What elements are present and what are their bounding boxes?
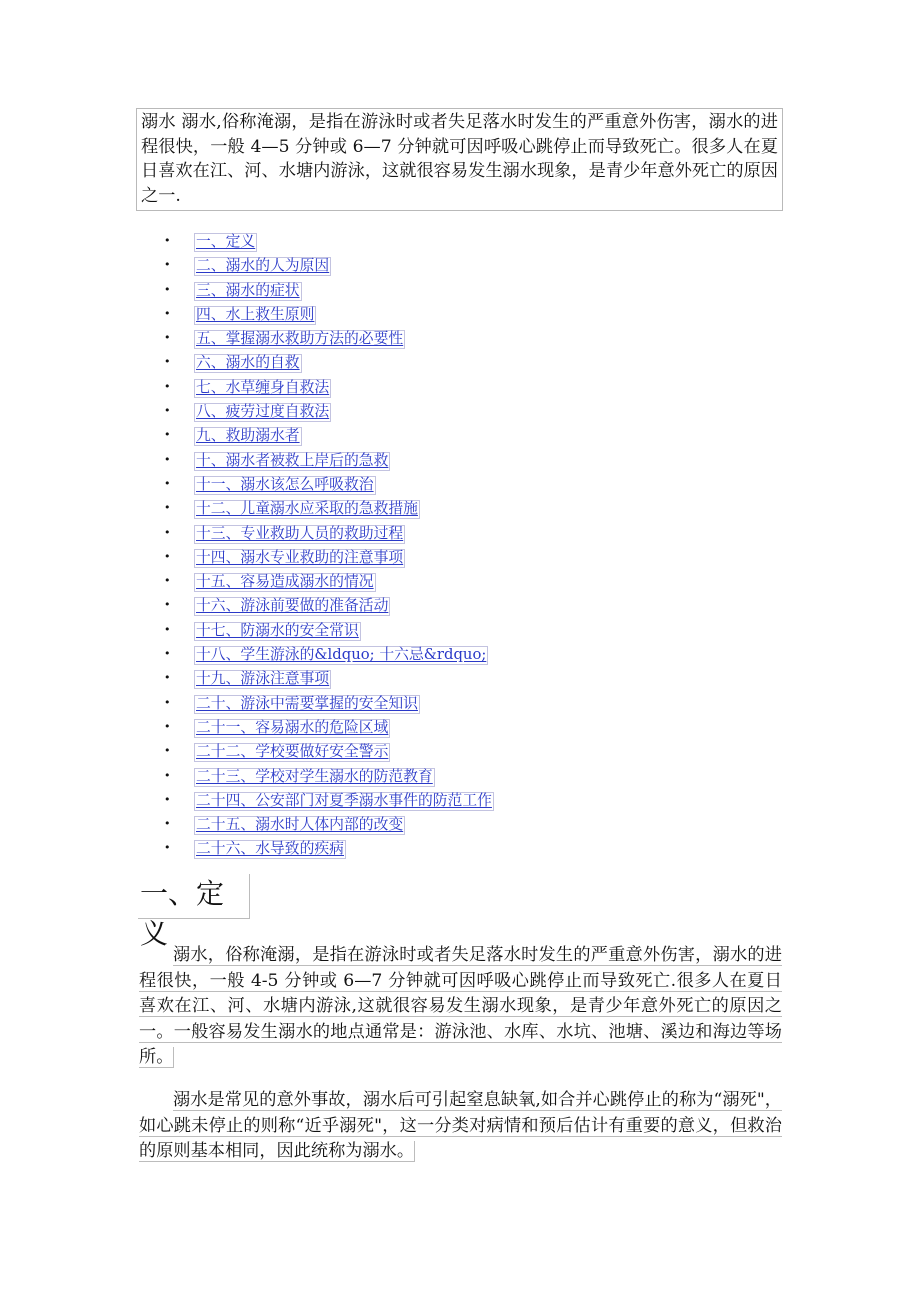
toc-link[interactable]: 二十四、公安部门对夏季溺水事件的防范工作 [196,791,492,809]
section-title: 一、定义 [138,874,250,919]
bullet-icon: • [164,695,171,709]
toc-link[interactable]: 二、溺水的人为原因 [196,257,330,275]
toc-link[interactable]: 十二、儿童溺水应采取的急救措施 [196,500,418,518]
bullet-icon: • [164,234,171,247]
toc-link[interactable]: 二十、游泳中需要掌握的安全知识 [196,694,418,712]
toc-link[interactable]: 二十六、水导致的疾病 [196,840,344,858]
bullet-icon: • [164,598,171,612]
toc-link[interactable]: 七、水草缠身自救法 [196,378,330,396]
bullet-icon: • [164,671,171,685]
toc-link[interactable]: 二十一、容易溺水的危险区域 [196,718,389,736]
toc-link[interactable]: 八、疲劳过度自救法 [196,403,330,421]
bullet-icon: • [164,817,171,831]
bullet-icon: • [164,258,171,272]
summary-box [136,108,783,211]
toc-link[interactable]: 一、定义 [196,233,256,250]
toc-link[interactable]: 十三、专业救助人员的救助过程 [196,524,404,542]
bullet-icon: • [164,549,171,563]
toc-link[interactable]: 二十二、学校要做好安全警示 [196,743,389,761]
bullet-icon: • [164,768,171,782]
bullet-icon: • [164,355,171,369]
toc-link[interactable]: 六、溺水的自救 [196,354,300,372]
toc-link[interactable]: 二十五、溺水时人体内部的改变 [196,816,404,834]
bullet-icon: • [164,525,171,539]
bullet-icon: • [164,647,171,661]
toc-link[interactable]: 四、水上救生原则 [196,305,315,323]
bullet-icon: • [164,841,171,855]
toc-link[interactable]: 十六、游泳前要做的准备活动 [196,597,389,615]
paragraph-text: 溺水是常见的意外事故，溺水后可引起窒息缺氧,如合并心跳停止的称为“溺死"，如心跳未停止的则称“近乎溺死"，这一分类对病情和预后估计有重要的意义，但救治的原则基本相同，因此统称为溺水。 [139,1090,782,1161]
toc-link[interactable]: 九、救助溺水者 [196,427,300,445]
bullet-icon: • [164,428,171,442]
toc-link[interactable]: 十、溺水者被救上岸后的急救 [196,451,389,469]
toc-link[interactable]: 三、溺水的症状 [196,281,300,299]
bullet-icon: • [164,744,171,758]
bullet-icon: • [164,452,171,466]
paragraph-text: 溺水，俗称淹溺，是指在游泳时或者失足落水时发生的严重意外伤害，溺水的进程很快，一般 4-5 分钟或 6—7 分钟就可因呼吸心跳停止而导致死亡.很多人在夏日喜欢在江、河、水塘内游泳,这就很容易发生溺水现象，是青少年意外死亡的原因之一。一般容易发生溺水的地点通常是：游泳池、水库、水坑、池塘、溪边和海边等场所。 [139,945,782,1067]
bullet-icon: • [164,404,171,418]
toc-link[interactable]: 十七、防溺水的安全常识 [196,621,359,639]
toc-link[interactable]: 十一、溺水该怎么呼吸救治 [196,475,374,493]
bullet-icon: • [164,622,171,636]
bullet-icon: • [164,379,171,393]
bullet-icon: • [164,282,171,296]
toc-link[interactable]: 二十三、学校对学生溺水的防范教育 [196,767,433,785]
summary-text: 溺水 溺水,俗称淹溺，是指在游泳时或者失足落水时发生的严重意外伤害，溺水的进程很快，一般 4—5 分钟或 6—7 分钟就可因呼吸心跳停止而导致死亡。很多人在夏日喜欢在江、河、水塘内游泳，这就很容易发生溺水现象，是青少年意外死亡的原因之一. [141,112,778,206]
bullet-icon: • [164,574,171,588]
bullet-icon: • [164,306,171,320]
toc-link[interactable]: 五、掌握溺水救助方法的必要性 [196,330,404,348]
bullet-icon: • [164,476,171,490]
section-paragraph [139,1088,782,1165]
bullet-icon: • [164,331,171,345]
bullet-icon: • [164,719,171,733]
toc-link[interactable]: 十九、游泳注意事项 [196,670,330,688]
section-paragraph [139,943,782,1071]
bullet-icon: • [164,501,171,515]
bullet-icon: • [164,792,171,806]
toc-link[interactable]: 十五、容易造成溺水的情况 [196,573,374,591]
toc-link[interactable]: 十八、学生游泳的&ldquo; 十六忌&rdquo; [196,646,487,664]
toc-link[interactable]: 十四、溺水专业救助的注意事项 [196,548,404,566]
